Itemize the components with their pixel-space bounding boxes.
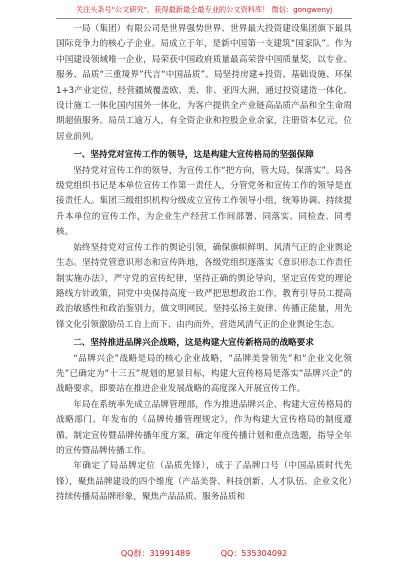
article-body bbox=[56, 22, 352, 506]
footer-qq: QQ：535304092 bbox=[220, 549, 288, 558]
paragraph-intro: 一局（集团）有限公司是世界强势世界、世界最大投资建设集团旗下最具国际竞争力的核心子企业。局成立于年，是新中国第一支建筑“国家队”。作为中国建设领域唯一企业，局荣获中国政府质量最高荣誉中国质量奖，以专业、服务、品质“三重境界”代言“中国品质”。局坚持房建+投资、基础设施、环保1+3产业定位，经营疆域覆盖欧、美、非、亚四大洲，通过投资建造一体化、设计施工一体化国内国外一体化，为客户提供全产业链高品质产品和全生命周期超值服务。局员工逾万人，有全资企业和控股企业余家，注册资本亿元，位居业前列。 bbox=[56, 24, 352, 142]
paragraph-opinion: 始终坚持党对宣传工作的舆论引领，确保旗帜鲜明、风清气正的企业舆论生态。坚持党管意识形态和宣传阵地，各级党组织逐落实《意识形态工作责任制实施办法》，严守党的宣传纪律，坚持正确的舆论导向，坚定宣传党的理论路线方针政策，同党中央保持高度一致严把思想政治工作，教育引导员工提高政治敏感性和政治鉴别力，做文明网民。坚持弘扬主旋律、传播正能量，用先锋文化引领激励员工自上而下、由内而外，营造风清气正的企业舆论生态。 bbox=[56, 242, 352, 330]
paragraph-brand-positioning: 年确定了局品牌定位（品质先锋），成于了品牌口号（中国品质时代先锋），聚焦品牌建设的四个维度（产品美誉、科技创新、人才队伍、企业文化）持续传播局品牌形象，聚焦产品品质、服务品质和 bbox=[56, 461, 352, 503]
footer-qq-group: QQ群：31991489 bbox=[120, 549, 191, 558]
section-heading-1: 一、坚持党对宣传工作的领导，这是构建大宣传格局的坚强保障 bbox=[73, 150, 314, 161]
footer-contact bbox=[0, 548, 408, 559]
header-banner: 关注头条号"公文研究"，获得最新最全最专业的公文资料库！ 微信：gongwenyj bbox=[75, 5, 333, 14]
paragraph-leadership: 坚持党对宣传工作的领导，为宣传工作“把方向，管大局，保落实”。局各级党组织书记是本单位宣传工作第一责任人，分管党务和宣传工作的领导是直接责任人。集团三级组织机构分级成立宣传工作领导小组，统筹协调、持续提升本单位的宣传工作，为企业生产经营工作间部署、同落实、同检查、同考核。 bbox=[56, 165, 352, 238]
section-heading-2: 二、坚持推进品牌兴企战略，这是构建大宣传新格局的战略要求 bbox=[73, 338, 314, 349]
paragraph-brand-department: 年局在系统率先成立品牌管理部，作为推进品牌兴企、构建大宣传格局的战略部门。年发布的《品牌传播管理规定》，作为构建大宣传格局的制度遵循。制定宣传暨品牌传播年度方案，确定年度传播计划和重点选题，指导全年的宣传暨品牌传播工作。 bbox=[56, 399, 352, 456]
paragraph-brand-strategy: “品牌兴企”战略是局的核心企业战略，“品牌美誉领先”和“企业文化领先”已确定为“十三五”规划的愿景目标，构建大宣传格局是落实“品牌兴企”的战略要求，即要站在推进企业发展战略的高度深入开展宣传工作。 bbox=[56, 353, 352, 395]
header-divider bbox=[56, 18, 352, 19]
